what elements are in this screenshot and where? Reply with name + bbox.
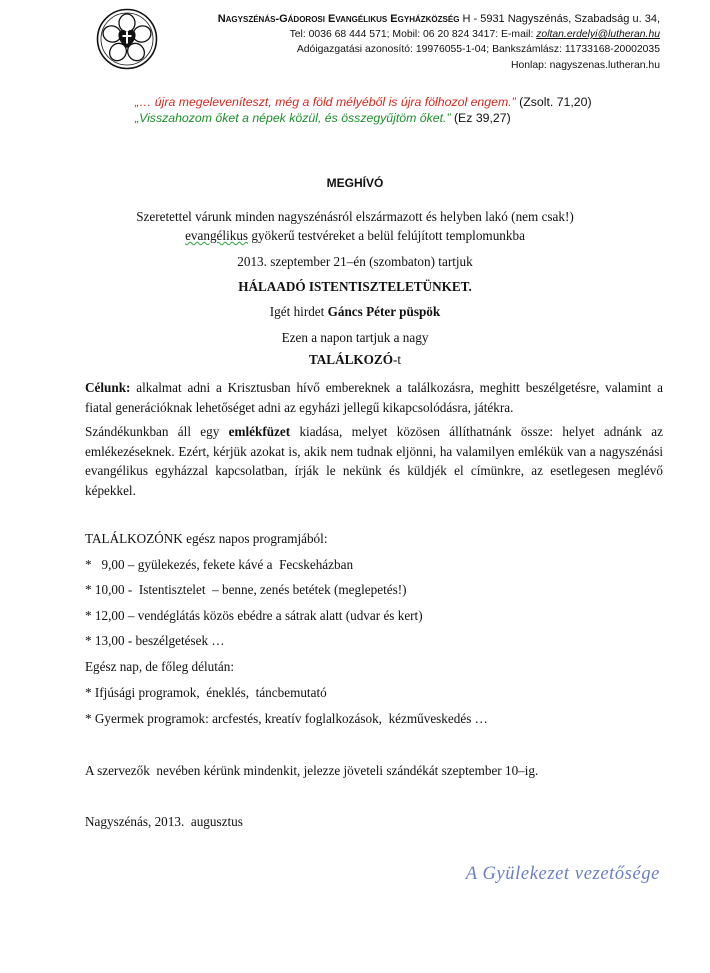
- luther-rose-seal-icon: [96, 8, 158, 70]
- org-name: Nagyszénás-Gádorosi Evangélikus Egyházközség: [217, 13, 460, 25]
- letterhead: [218, 12, 660, 73]
- contact-phone: Tel: 0036 68 444 571; Mobil: 06 20 824 3417: E-mail:: [289, 29, 537, 41]
- goal-paragraph: Célunk: alkalmat adni a Krisztusban hívő embereknek a találkozásra, meghitt beszélgetésre, valamint a fiatal generációknak lehetőséget adni az egyházi jellegű kikapcsolódásra, játékra.: [85, 380, 663, 415]
- meeting-intro: Ezen a napon tartjuk a nagy: [281, 330, 429, 345]
- bible-quotes: [135, 94, 592, 126]
- program-item: * 13,00 - beszélgetések …: [85, 633, 225, 648]
- afternoon-item: * Ifjúsági programok, éneklés, táncbemutató: [85, 685, 327, 700]
- afternoon-item: * Gyermek programok: arcfestés, kreatív foglalkozások, kézműveskedés …: [85, 711, 488, 726]
- place-date: Nagyszénás, 2013. augusztus: [85, 814, 243, 829]
- signature: A Gyülekezet vezetősége: [465, 864, 660, 884]
- preacher-name: Gáncs Péter püspök: [327, 304, 441, 319]
- quote-1-ref: (Zsolt. 71,20): [515, 95, 592, 109]
- tax-line: Adóigazgatási azonosító: 19976055-1-04; Bankszámlász: 11733168-20002035: [296, 44, 660, 56]
- date-line: 2013. szeptember 21–én (szombaton) tartjuk: [237, 254, 473, 269]
- intro-line-1: Szeretettel várunk minden nagyszénásról elszármazott és helyben lakó (nem csak!): [136, 209, 574, 224]
- intro-line-2: evangélikus gyökerű testvéreket a belül felújított templomunkba: [185, 228, 525, 243]
- page-title: MEGHÍVÓ: [326, 176, 384, 190]
- email-link[interactable]: zoltan.erdelyi@lutheran.hu: [536, 29, 660, 41]
- spellcheck-word: evangélikus: [185, 228, 249, 243]
- quote-2-ref: (Ez 39,27): [450, 111, 511, 125]
- goal-label: Célunk:: [85, 380, 131, 395]
- org-address: H - 5931 Nagyszénás, Szabadság u. 34,: [462, 13, 660, 25]
- quote-1: „… újra megeleveníteszt, még a föld mélyéből is újra fölhozol engem.”: [135, 95, 516, 109]
- booklet-word: emlékfüzet: [228, 424, 291, 439]
- program-item: * 9,00 – gyülekezés, fekete kávé a Fecskeházban: [85, 557, 354, 572]
- program-title: TALÁLKOZÓNK egész napos programjából:: [85, 531, 328, 546]
- afternoon-title: Egész nap, de főleg délután:: [85, 659, 235, 674]
- website-line[interactable]: Honlap: nagyszenas.lutheran.hu: [510, 59, 660, 71]
- program-item: * 10,00 - Istentisztelet – benne, zenés betétek (meglepetés!): [85, 582, 407, 597]
- program-item: * 12,00 – vendéglátás közös ebédre a sátrak alatt (udvar és kert): [85, 608, 423, 623]
- quote-2: „Visszahozom őket a népek közül, és összegyűjtöm őket.”: [135, 111, 451, 125]
- meeting-title: TALÁLKOZÓ-t: [308, 352, 402, 367]
- rsvp-line: A szervezők nevében kérünk mindenkit, jelezze jöveteli szándékát szeptember 10–ig.: [85, 763, 539, 778]
- booklet-paragraph: Szándékunkban áll egy emlékfüzet kiadása, melyet közösen állíthatnánk össze: helyet adnánk az emlékezéseknek. Ezért, kérjük azokat is, akik nem tudnak eljönni, ha valamilyen emlékük van a nagyszénási evangélikus egyházzal kapcsolatban, írják le nekünk és küldjék el címünkre, az esetlegesen meglévő képekkel.: [85, 424, 663, 498]
- service-title: HÁLAADÓ ISTENTISZTELETÜNKET.: [238, 279, 472, 294]
- preacher-line: Igét hirdet Gáncs Péter püspök: [269, 304, 441, 319]
